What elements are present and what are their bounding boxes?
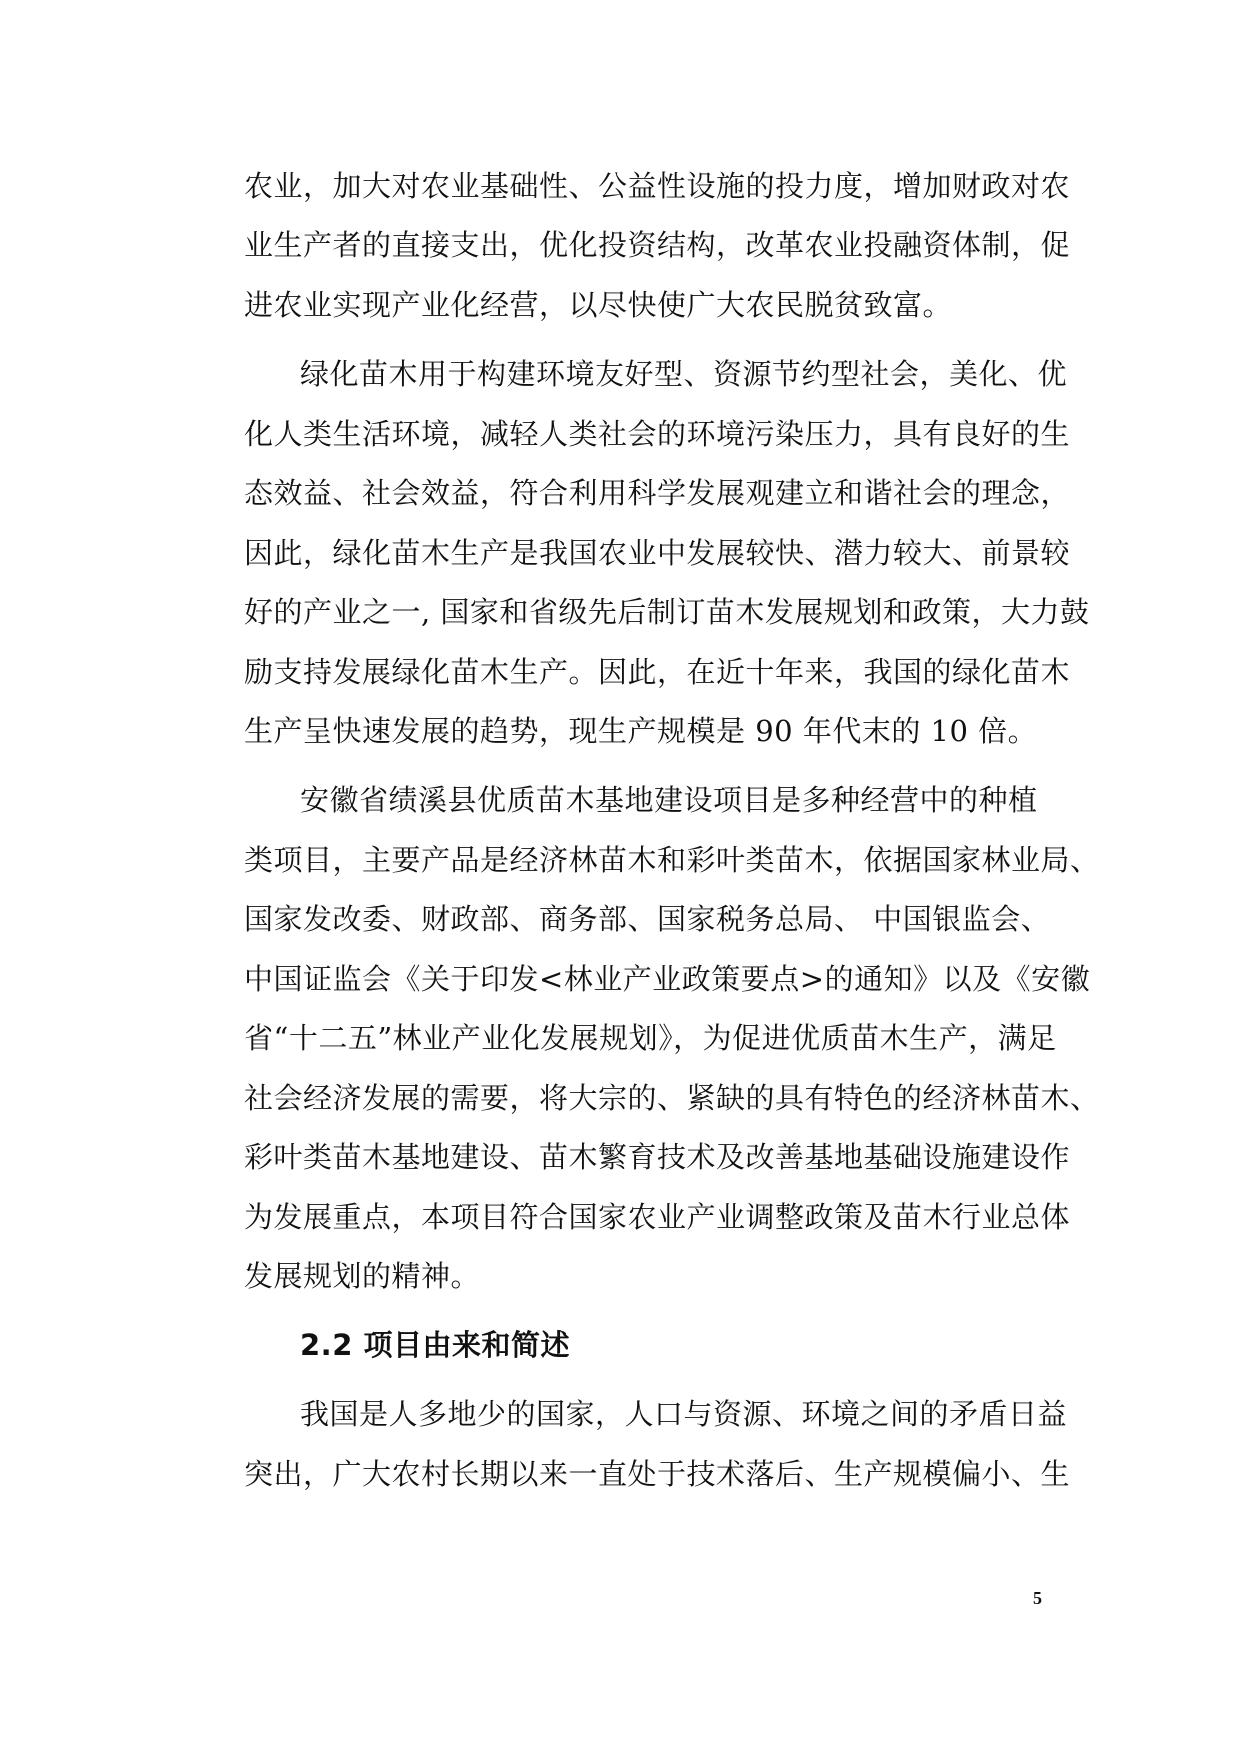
page-number: 5 [1033, 1588, 1042, 1608]
text-line: 绿化苗木用于构建环境友好型、资源节约型社会，美化、优 [300, 357, 1068, 391]
text-line: 励支持发展绿化苗木生产。因此，在近十年来，我国的绿化苗木 [244, 655, 1071, 689]
text-line: 为发展重点，本项目符合国家农业产业调整政策及苗木行业总体 [244, 1200, 1071, 1234]
text-line: 彩叶类苗木基地建设、苗木繁育技术及改善基地基础设施建设作 [244, 1140, 1071, 1174]
text-line: 类项目，主要产品是经济林苗木和彩叶类苗木，依据国家林业局、 [244, 843, 1100, 877]
text-line: 农业，加大对农业基础性、公益性设施的投力度，增加财政对农 [244, 169, 1071, 203]
text-line: 突出，广大农村长期以来一直处于技术落后、生产规模偏小、生 [244, 1457, 1071, 1491]
text-line: 业生产者的直接支出，优化投资结构，改革农业投融资体制，促 [244, 228, 1071, 262]
text-line: 国家发改委、财政部、商务部、国家税务总局、 中国银监会、 [244, 902, 1051, 936]
text-line: 好的产业之一, 国家和省级先后制订苗木发展规划和政策，大力鼓 [244, 595, 1090, 629]
text-line: 因此，绿化苗木生产是我国农业中发展较快、潜力较大、前景较 [244, 536, 1071, 570]
text-line: 安徽省绩溪县优质苗木基地建设项目是多种经营中的种植 [300, 783, 1038, 817]
text-line: 发展规划的精神。 [244, 1259, 481, 1293]
text-line: 省“十二五”林业产业化发展规划》，为促进优质苗木生产，满足 [244, 1021, 1057, 1055]
text-line: 生产呈快速发展的趋势，现生产规模是 90 年代末的 10 倍。 [244, 714, 1038, 748]
text-line: 化人类生活环境，减轻人类社会的环境污染压力，具有良好的生 [244, 417, 1071, 451]
text-line: 进农业实现产业化经营，以尽快使广大农民脱贫致富。 [244, 288, 953, 322]
section-heading: 2.2 项目由来和简述 [300, 1328, 570, 1362]
text-line: 社会经济发展的需要，将大宗的、紧缺的具有特色的经济林苗木、 [244, 1081, 1100, 1115]
text-line: 中国证监会《关于印发<林业产业政策要点>的通知》以及《安徽 [244, 962, 1091, 996]
text-line: 我国是人多地少的国家，人口与资源、环境之间的矛盾日益 [300, 1397, 1068, 1431]
text-line: 态效益、社会效益，符合利用科学发展观建立和谐社会的理念， [244, 476, 1071, 510]
